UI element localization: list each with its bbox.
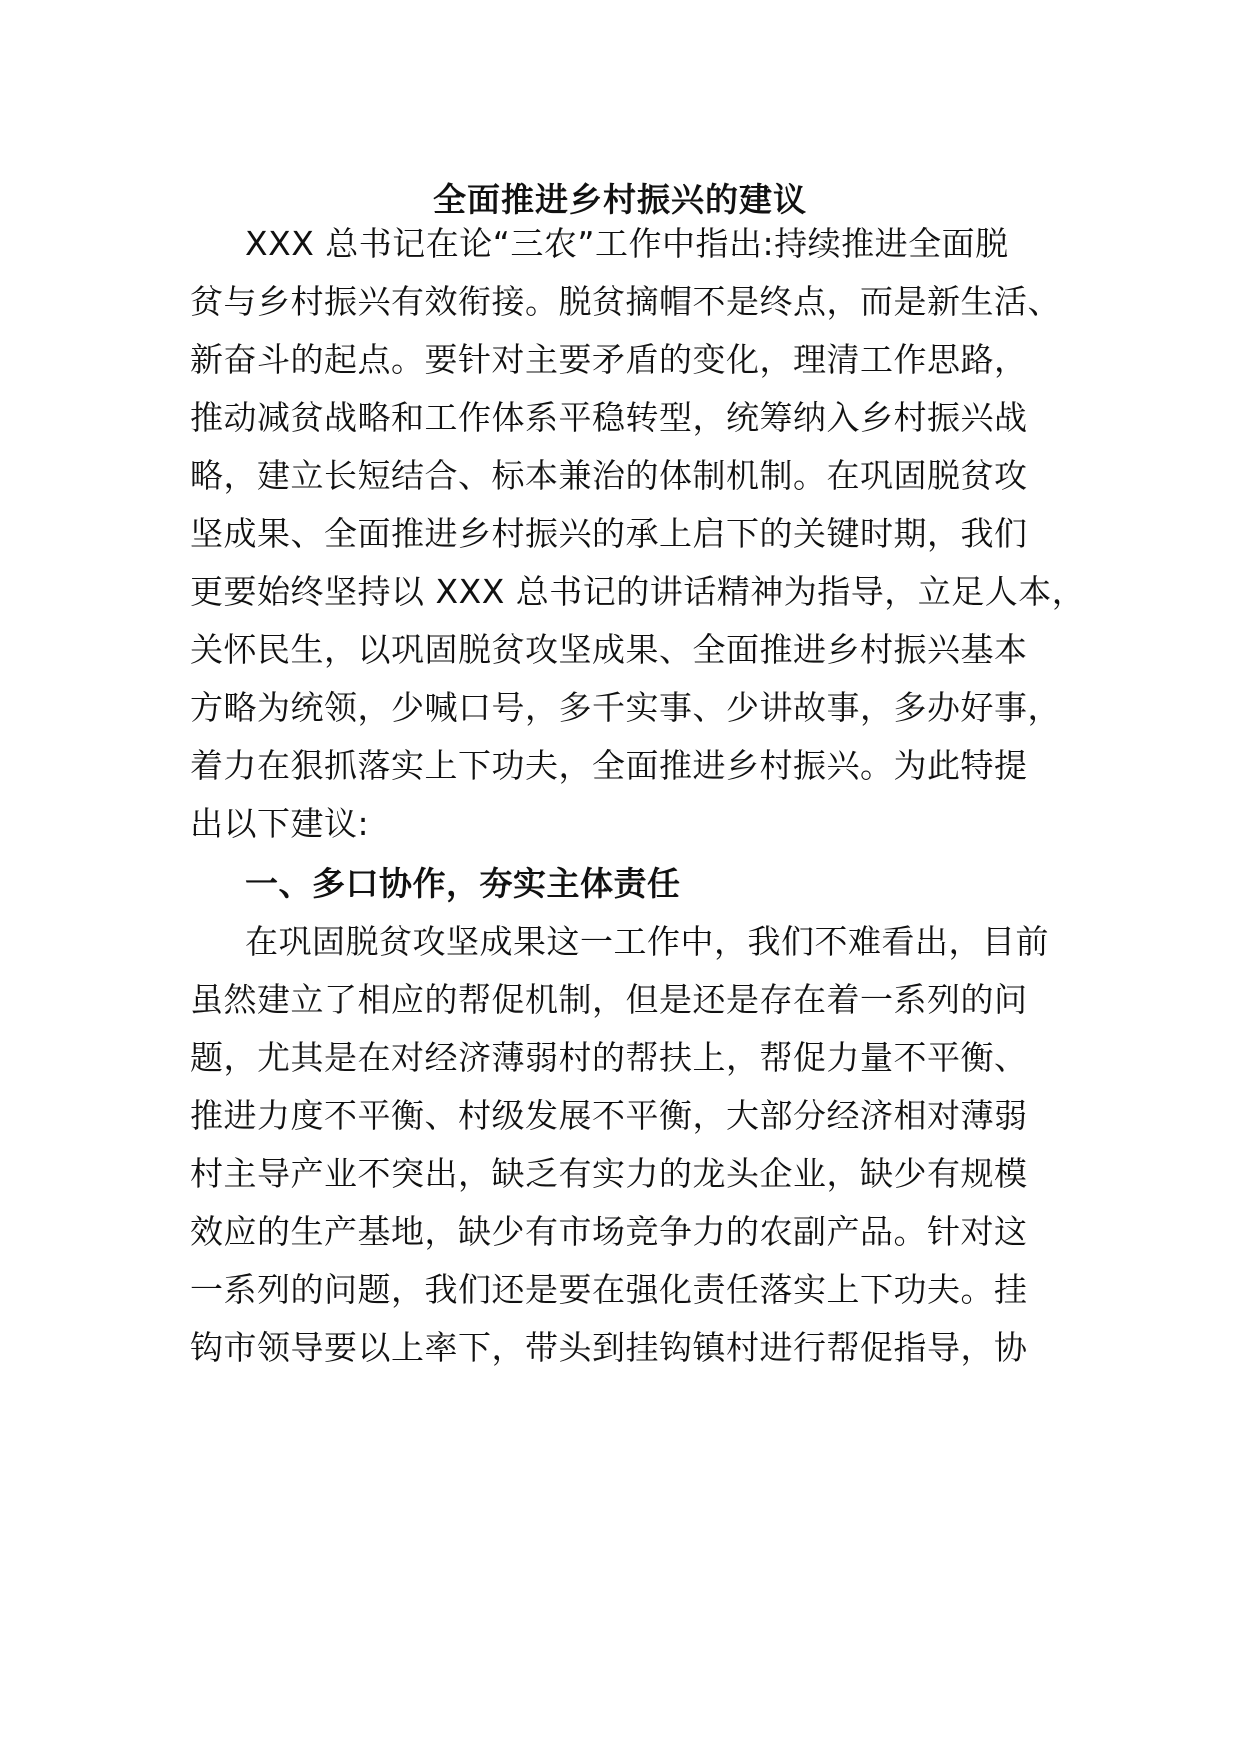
paragraph-1-line-4: 推动减贫战略和工作体系平稳转型，统筹纳入乡村振兴战 xyxy=(190,398,1028,437)
paragraph-2-line-7: 一系列的问题，我们还是要在强化责任落实上下功夫。挂 xyxy=(190,1270,1028,1309)
paragraph-2-line-1: 在巩固脱贫攻坚成果这一工作中，我们不难看出，目前 xyxy=(245,922,1049,961)
paragraph-2-line-3: 题，尤其是在对经济薄弱村的帮扶上，帮促力量不平衡、 xyxy=(190,1038,1028,1077)
paragraph-1-line-9: 方略为统领，少喊口号，多千实事、少讲故事，多办好事， xyxy=(190,688,1061,727)
paragraph-2-line-8: 钩市领导要以上率下，带头到挂钩镇村进行帮促指导，协 xyxy=(190,1328,1028,1367)
paragraph-2-line-5: 村主导产业不突出，缺乏有实力的龙头企业，缺少有规模 xyxy=(190,1154,1028,1193)
section-1-heading: 一、多口协作，夯实主体责任 xyxy=(245,864,681,903)
paragraph-1-line-3: 新奋斗的起点。要针对主要矛盾的变化，理清工作思路， xyxy=(190,340,1028,379)
paragraph-1-line-5: 略，建立长短结合、标本兼治的体制机制。在巩固脱贫攻 xyxy=(190,456,1028,495)
paragraph-2-line-2: 虽然建立了相应的帮促机制，但是还是存在着一系列的问 xyxy=(190,980,1028,1019)
paragraph-1-line-1: XXX 总书记在论“三农”工作中指出:持续推进全面脱 xyxy=(245,224,1009,263)
paragraph-1-line-8: 关怀民生，以巩固脱贫攻坚成果、全面推进乡村振兴基本 xyxy=(190,630,1028,669)
paragraph-1-line-6: 坚成果、全面推进乡村振兴的承上启下的关键时期，我们 xyxy=(190,514,1028,553)
paragraph-1-line-7: 更要始终坚持以 XXX 总书记的讲话精神为指导，立足人本， xyxy=(190,572,1086,611)
paragraph-1-line-2: 贫与乡村振兴有效衔接。脱贫摘帽不是终点，而是新生活、 xyxy=(190,282,1061,321)
paragraph-2-line-6: 效应的生产基地，缺少有市场竞争力的农副产品。针对这 xyxy=(190,1212,1028,1251)
document-title: 全面推进乡村振兴的建议 xyxy=(433,180,807,219)
paragraph-2-line-4: 推进力度不平衡、村级发展不平衡，大部分经济相对薄弱 xyxy=(190,1096,1028,1135)
paragraph-1-line-11: 出以下建议: xyxy=(190,804,370,843)
paragraph-1-line-10: 着力在狠抓落实上下功夫，全面推进乡村振兴。为此特提 xyxy=(190,746,1028,785)
